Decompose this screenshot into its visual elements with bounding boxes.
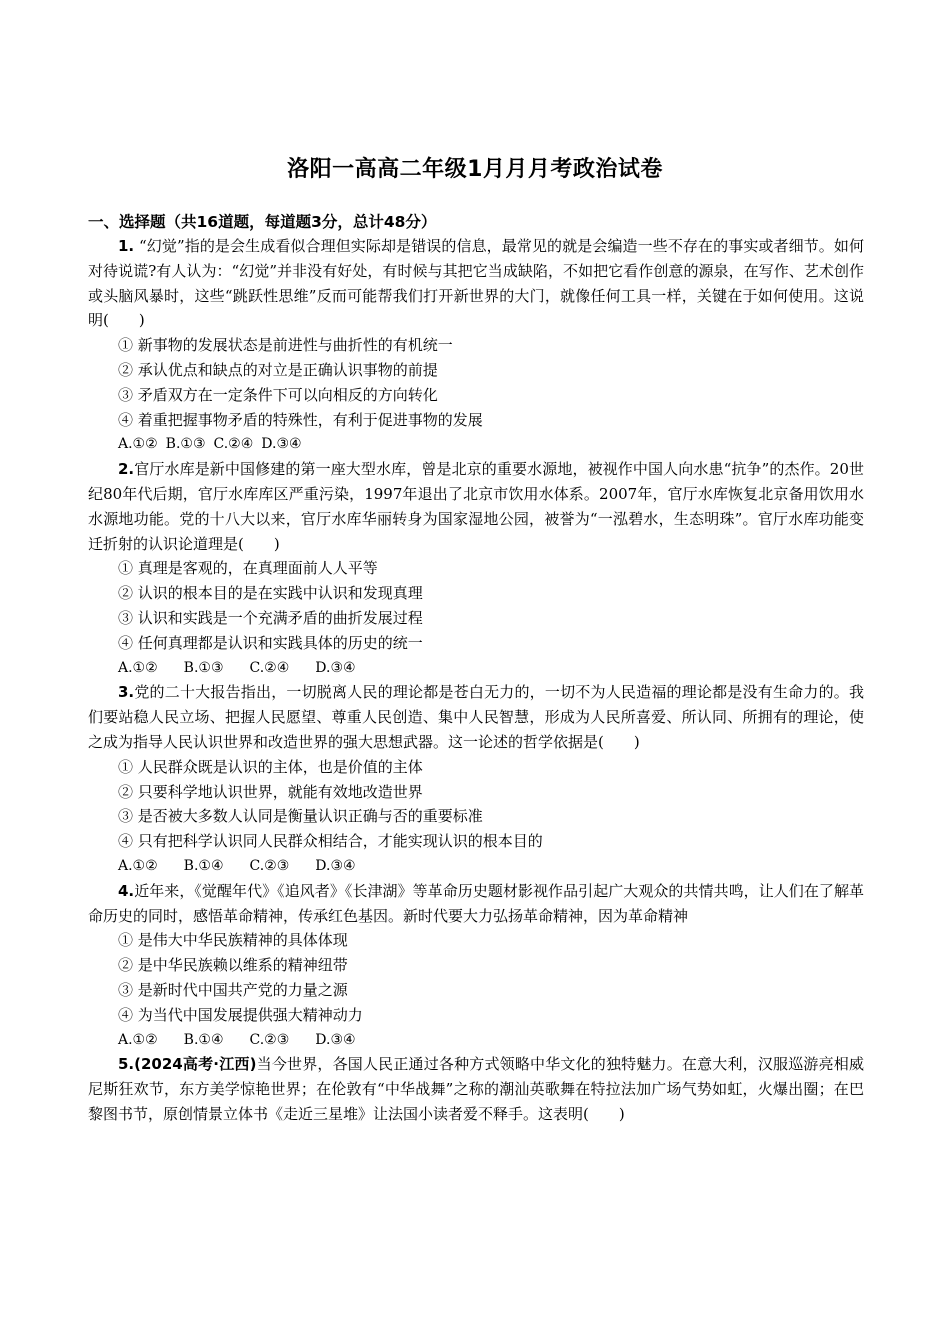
option-item: ② 承认优点和缺点的对立是正确认识事物的前提	[118, 360, 438, 379]
question-number: 4.	[118, 881, 135, 900]
answer-d: D.③④	[261, 436, 302, 453]
question-stem: 4.近年来，《觉醒年代》《追风者》《长津湖》等革命历史题材影视作品引起广大观众的共情共鸣，让人们在了解革命历史的同时，感悟革命精神，传承红色基因。新时代要大力弘扬革命精神，因为革命精神	[88, 881, 864, 925]
answer-d: D.③④	[315, 1031, 356, 1048]
question-source: (2024高考·江西)	[134, 1055, 257, 1074]
answer-d: D.③④	[315, 857, 356, 874]
option-item: ② 只要科学地认识世界，就能有效地改造世界	[118, 782, 423, 801]
option-item: ③ 认识和实践是一个充满矛盾的曲折发展过程	[118, 608, 423, 627]
option-item: ① 新事物的发展状态是前进性与曲折性的有机统一	[118, 336, 453, 355]
option-item: ④ 为当代中国发展提供强大精神动力	[118, 1005, 363, 1024]
answer-c: C.②④	[249, 659, 290, 676]
question-3	[88, 680, 864, 878]
question-2	[88, 457, 864, 680]
option-item: ④ 任何真理都是认识和实践具体的历史的统一	[118, 633, 423, 652]
question-list	[88, 234, 864, 1127]
answer-b: B.①④	[183, 1031, 224, 1048]
answer-c: C.②③	[249, 1031, 290, 1048]
option-item: ③ 矛盾双方在一定条件下可以向相反的方向转化	[118, 385, 438, 404]
question-stem: 5.(2024高考·江西)当今世界，各国人民正通过各种方式领略中华文化的独特魅力。在意大利，汉服巡游亮相威尼斯狂欢节，东方美学惊艳世界；在伦敦有“中华战舞”之称的潮汕英歌舞在特拉法加广场气势如虹，火爆出圈；在巴黎图书节，原创情景立体书《走近三星堆》让法国小读者爱不释手。这表明( )	[88, 1055, 864, 1123]
option-item: ② 是中华民族赖以维系的精神纽带	[118, 956, 348, 975]
answer-c: C.②③	[249, 857, 290, 874]
question-4	[88, 879, 864, 1053]
question-number: 3.	[118, 683, 135, 702]
answer-c: C.②④	[213, 436, 254, 453]
answer-b: B.①③	[183, 659, 224, 676]
answer-choices	[88, 1028, 864, 1053]
answer-a: A.①②	[118, 436, 158, 453]
option-item: ③ 是否被大多数人认同是衡量认识正确与否的重要标准	[118, 807, 483, 826]
answer-a: A.①②	[118, 1031, 158, 1048]
answer-d: D.③④	[315, 659, 356, 676]
answer-choices	[88, 656, 864, 681]
question-number: 1.	[118, 237, 135, 255]
answer-a: A.①②	[118, 857, 158, 874]
option-item: ③ 是新时代中国共产党的力量之源	[118, 980, 348, 999]
answer-choices	[88, 432, 864, 457]
section-heading: 一、选择题（共16道题，每道题3分，总计48分）	[88, 213, 437, 231]
option-item: ① 人民群众既是认识的主体，也是价值的主体	[118, 757, 423, 776]
option-item: ② 认识的根本目的是在实践中认识和发现真理	[118, 584, 423, 603]
option-item: ④ 只有把科学认识同人民群众相结合，才能实现认识的根本目的	[118, 832, 543, 851]
question-number: 2.	[118, 460, 135, 479]
answer-b: B.①③	[165, 436, 206, 453]
option-item: ① 真理是客观的，在真理面前人人平等	[118, 559, 378, 578]
question-5	[88, 1052, 864, 1126]
question-1	[88, 234, 864, 457]
answer-choices	[88, 854, 864, 879]
page-title: 洛阳一高高二年级1月月月考政治试卷	[287, 157, 663, 182]
answer-b: B.①④	[183, 857, 224, 874]
question-stem: 2.官厅水库是新中国修建的第一座大型水库，曾是北京的重要水源地，被视作中国人向水患“抗争”的杰作。20世纪80年代后期，官厅水库库区严重污染，1997年退出了北京市饮用水体系。2007年，官厅水库恢复北京备用饮用水水源地功能。党的十八大以来，官厅水库华丽转身为国家湿地公园，被誉为“一泓碧水，生态明珠”。官厅水库功能变迁折射的认识论道理是( )	[88, 460, 864, 553]
question-stem: 3.党的二十大报告指出，一切脱离人民的理论都是苍白无力的，一切不为人民造福的理论都是没有生命力的。我们要站稳人民立场、把握人民愿望、尊重人民创造、集中人民智慧，形成为人民所喜爱、所认同、所拥有的理论，使之成为指导人民认识世界和改造世界的强大思想武器。这一论述的哲学依据是( )	[88, 683, 864, 751]
question-stem: 1. “幻觉”指的是会生成看似合理但实际却是错误的信息，最常见的就是会编造一些不存在的事实或者细节。如何对待说谎?有人认为：“幻觉”并非没有好处，有时候与其把它当成缺陷，不如把它看作创意的源泉，在写作、艺术创作或头脑风暴时，这些“跳跃性思维”反而可能帮我们打开新世界的大门，就像任何工具一样，关键在于如何使用。这说明( )	[88, 237, 864, 330]
option-item: ① 是伟大中华民族精神的具体体现	[118, 931, 348, 950]
answer-a: A.①②	[118, 659, 158, 676]
option-item: ④ 着重把握事物矛盾的特殊性，有利于促进事物的发展	[118, 410, 483, 429]
question-number: 5.	[118, 1055, 135, 1074]
